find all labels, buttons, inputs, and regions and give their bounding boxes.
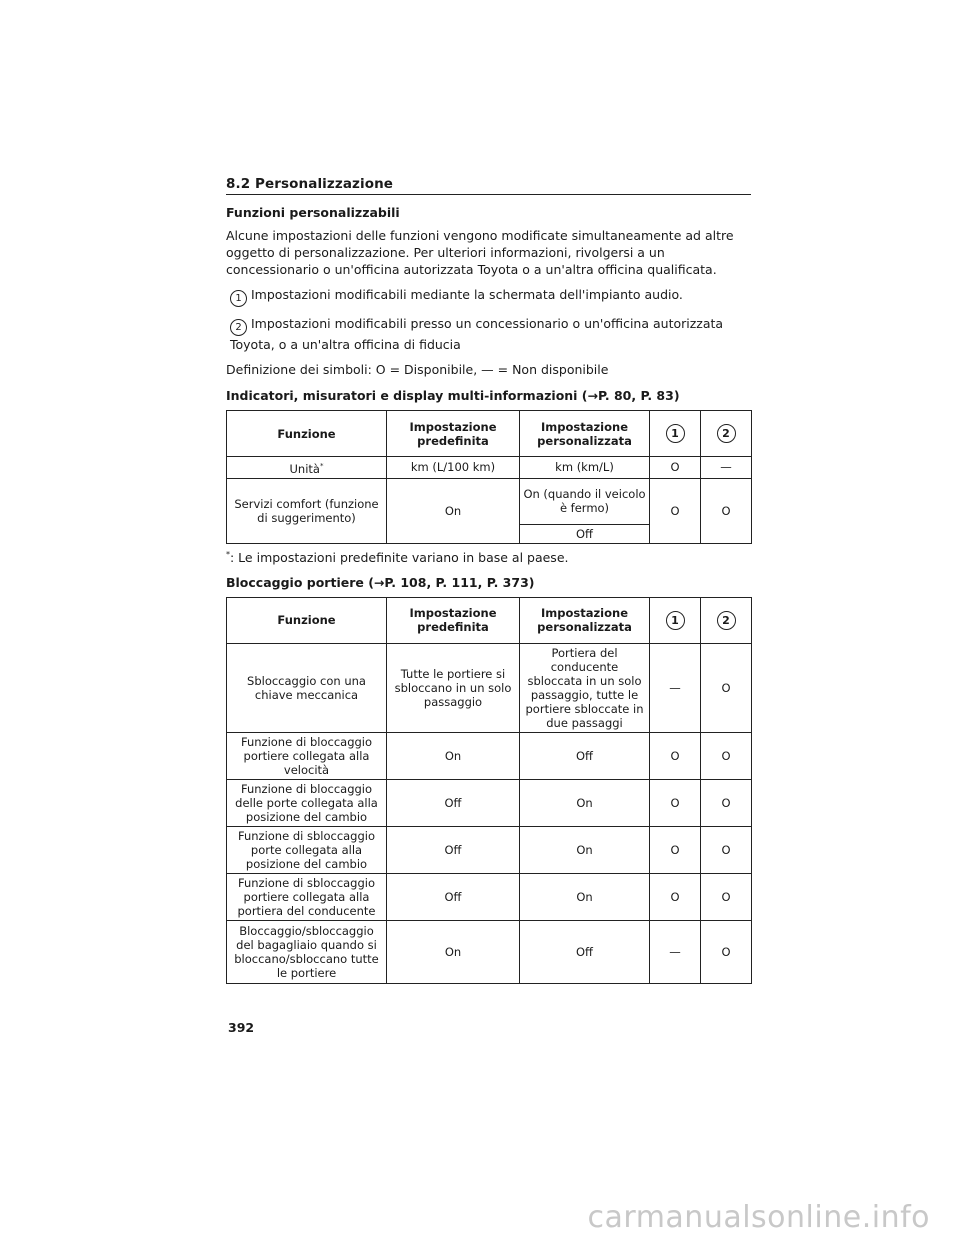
cell-funzione xyxy=(227,457,387,479)
circled-number-1-icon: 1 xyxy=(230,290,247,307)
cell-personalizzata-a: On (quando il veicolo è fermo) xyxy=(520,478,650,524)
item-2-text: Impostazioni modificabili presso un concessionario o un'officina autorizzata Toyota, o a un'altra officina di fiducia xyxy=(230,316,724,352)
table-row xyxy=(227,478,752,524)
item-2 xyxy=(226,315,751,353)
cell-col-2: O xyxy=(701,779,752,826)
table-row xyxy=(227,732,752,779)
header-funzione: Funzione xyxy=(227,597,387,643)
table-row xyxy=(227,826,752,873)
table-row xyxy=(227,643,752,732)
header-personalizzata: Impostazione personalizzata xyxy=(520,597,650,643)
cell-col-1: O xyxy=(650,457,701,479)
item-1 xyxy=(226,286,751,307)
circled-number-2-icon: 2 xyxy=(717,424,736,443)
intro-paragraph: Alcune impostazioni delle funzioni vengono modificate simultaneamente ad altre oggetto di personalizzazione. Per ulteriori informazioni, rivolgersi a un concessionario o un'officina autorizzata Toyota o a un'altra officina qualificata. xyxy=(226,228,734,277)
cell-col-1: O xyxy=(650,873,701,920)
cell-predefinita: Off xyxy=(387,779,520,826)
cell-col-1: O xyxy=(650,826,701,873)
cell-col-2: O xyxy=(701,732,752,779)
intro-title: Funzioni personalizzabili xyxy=(226,205,400,220)
cell-funzione: Funzione di bloccaggio delle porte collegata alla posizione del cambio xyxy=(227,779,387,826)
cell-funzione: Funzione di sbloccaggio porte collegata alla posizione del cambio xyxy=(227,826,387,873)
circled-number-2-icon: 2 xyxy=(717,611,736,630)
cell-col-1: O xyxy=(650,732,701,779)
cell-funzione: Funzione di sbloccaggio portiere collegata alla portiera del conducente xyxy=(227,873,387,920)
circled-number-1-icon: 1 xyxy=(666,424,685,443)
cell-col-2: O xyxy=(701,920,752,983)
table-row xyxy=(227,779,752,826)
cell-predefinita: On xyxy=(387,732,520,779)
cell-funzione-text: Unità xyxy=(289,461,320,476)
section-heading: 8.2 Personalizzazione xyxy=(226,176,751,195)
table-header-row xyxy=(227,411,752,457)
cell-predefinita: On xyxy=(387,478,520,543)
page-number: 392 xyxy=(228,1020,255,1035)
cell-col-2: O xyxy=(701,826,752,873)
item-1-text: Impostazioni modificabili mediante la schermata dell'impianto audio. xyxy=(251,287,683,302)
footnote xyxy=(226,550,751,565)
table-row xyxy=(227,457,752,479)
symbols-definition: Definizione dei simboli: O = Disponibile, — = Non disponibile xyxy=(226,362,609,377)
table-indicators xyxy=(226,410,752,544)
circled-number-2-icon: 2 xyxy=(230,319,247,336)
header-predefinita: Impostazione predefinita xyxy=(387,411,520,457)
cell-funzione: Sbloccaggio con una chiave meccanica xyxy=(227,643,387,732)
asterisk: * xyxy=(319,462,324,470)
table2-title: Bloccaggio portiere (→P. 108, P. 111, P. 373) xyxy=(226,574,535,590)
cell-predefinita: Off xyxy=(387,873,520,920)
table-row xyxy=(227,920,752,983)
document-page xyxy=(226,176,751,984)
cell-predefinita: Off xyxy=(387,826,520,873)
cell-personalizzata: On xyxy=(520,826,650,873)
cell-personalizzata: On xyxy=(520,873,650,920)
header-funzione: Funzione xyxy=(227,411,387,457)
cell-personalizzata-b: Off xyxy=(520,524,650,543)
cell-funzione: Servizi comfort (funzione di suggerimento) xyxy=(227,478,387,543)
watermark: carmanualsonline.info xyxy=(587,1200,930,1235)
table-header-row xyxy=(227,597,752,643)
header-col-2 xyxy=(701,411,752,457)
header-col-1 xyxy=(650,411,701,457)
cell-col-2: O xyxy=(701,478,752,543)
asterisk: * xyxy=(226,549,230,559)
cell-personalizzata: Off xyxy=(520,732,650,779)
cell-predefinita: Tutte le portiere si sbloccano in un solo passaggio xyxy=(387,643,520,732)
cell-personalizzata: Off xyxy=(520,920,650,983)
header-col-2 xyxy=(701,597,752,643)
cell-personalizzata: Portiera del conducente sbloccata in un solo passaggio, tutte le portiere sbloccate in due passaggi xyxy=(520,643,650,732)
cell-personalizzata: On xyxy=(520,779,650,826)
header-predefinita: Impostazione predefinita xyxy=(387,597,520,643)
cell-col-1: — xyxy=(650,643,701,732)
header-col-1 xyxy=(650,597,701,643)
cell-funzione: Bloccaggio/sbloccaggio del bagagliaio quando si bloccano/sbloccano tutte le portiere xyxy=(227,920,387,983)
cell-col-1: — xyxy=(650,920,701,983)
table1-title: Indicatori, misuratori e display multi-informazioni (→P. 80, P. 83) xyxy=(226,388,680,403)
cell-col-1: O xyxy=(650,478,701,543)
cell-predefinita: On xyxy=(387,920,520,983)
cell-col-1: O xyxy=(650,779,701,826)
cell-personalizzata: km (km/L) xyxy=(520,457,650,479)
cell-col-2: O xyxy=(701,873,752,920)
cell-funzione: Funzione di bloccaggio portiere collegata alla velocità xyxy=(227,732,387,779)
footnote-text: : Le impostazioni predefinite variano in base al paese. xyxy=(230,549,569,565)
cell-predefinita: km (L/100 km) xyxy=(387,457,520,479)
table-door-locking xyxy=(226,597,752,984)
circled-number-1-icon: 1 xyxy=(666,611,685,630)
header-personalizzata: Impostazione personalizzata xyxy=(520,411,650,457)
cell-col-2: O xyxy=(701,643,752,732)
cell-col-2: — xyxy=(701,457,752,479)
table-row xyxy=(227,873,752,920)
